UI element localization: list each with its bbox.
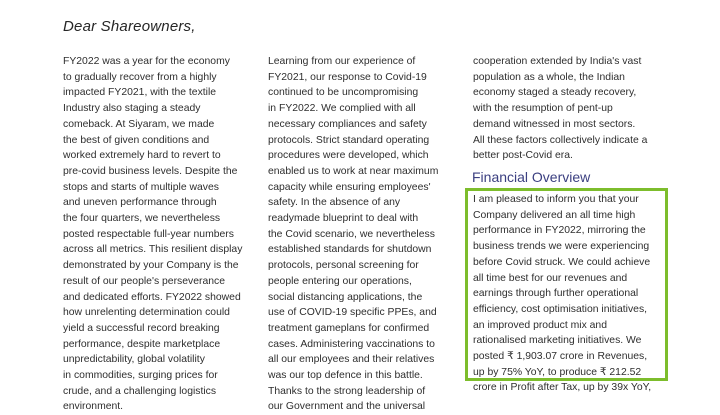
text-line: social distancing applications, the [268,291,423,303]
text-line: capacity while ensuring employees' [268,181,431,193]
text-line: all our employees and their relatives [268,354,435,366]
text-line: demand witnessed in most sectors. [473,118,636,130]
text-line: the four quarters, we nevertheless [63,213,221,225]
text-line: posted respectable full-year numbers [63,228,234,240]
text-line: Industry also staging a steady [63,103,201,115]
text-line: better post-Covid era. [473,150,573,162]
text-line: all time best for our revenues and [473,272,628,284]
text-line: safety. In the absence of any [268,197,401,209]
text-line: and dedicated efforts. FY2022 showed [63,291,241,303]
text-line: crude, and a challenging logistics [63,385,217,397]
text-line: the best of given conditions and [63,134,210,146]
text-line: cooperation extended by India's vast [473,56,642,67]
financial-overview-text [473,192,668,396]
text-line: result of our people's perseverance [63,275,225,287]
salutation: Dear Shareowners, [63,18,196,35]
text-line: earnings through further operational [473,288,639,300]
text-line: protocols, personal screening for [268,260,419,272]
text-line: rationalised marketing initiatives. We [473,335,642,347]
text-line: comeback. At Siyaram, we made [63,118,215,130]
text-line: to gradually recover from a highly [63,71,217,83]
text-line: across all metrics. This resilient display [63,244,243,256]
text-line: enabled us to work at near maximum [268,165,439,177]
text-line: up by 75% YoY, to produce ₹ 212.52 [473,366,642,378]
text-line: efficiency, cost optimisation initiatives, [473,303,648,315]
text-line: Thanks to the strong leadership of [268,385,426,397]
text-line: necessary compliances and safety [268,118,427,130]
text-line: in commodities, surging prices for [63,370,218,382]
text-line: demonstrated by your Company is the [63,260,239,272]
financial-overview-heading: Financial Overview [472,169,591,185]
text-line: procedures were developed, which [268,150,429,162]
text-line: the Covid scenario, we nevertheless [268,228,435,240]
text-line: All these factors collectively indicate a [473,134,648,146]
text-line: established standards for shutdown [268,244,432,256]
text-line: people entering our operations, [268,275,412,287]
letter-column-1 [63,54,249,415]
text-line: and uneven performance through [63,197,217,209]
letter-column-3 [473,54,673,164]
text-line: unpredictability, global volatility [63,354,205,366]
text-line: Learning from our experience of [268,56,416,67]
text-line: pre-covid business levels. Despite the [63,165,238,177]
text-line: environment. [63,401,124,413]
text-line: population as a whole, the Indian [473,71,625,83]
text-line: FY2022 was a year for the economy [63,56,230,67]
text-line: in FY2022. We complied with all [268,103,416,115]
text-line: performance in FY2022, mirroring the [473,225,646,237]
text-line: protocols. Strict standard operating [268,134,430,146]
text-line: readymade blueprint to deal with [268,213,419,225]
text-line: Company delivered an all time high [473,209,636,221]
text-line: worked extremely hard to revert to [63,150,221,162]
text-line: posted ₹ 1,903.07 crore in Revenues, [473,351,648,363]
text-line: impacted FY2021, with the textile [63,87,217,99]
text-line: was our top defence in this battle. [268,370,423,382]
text-line: economy staged a steady recovery, [473,87,637,99]
text-line: how unrelenting determination could [63,307,230,319]
text-line: before Covid struck. We could achieve [473,256,651,268]
text-line: I am pleased to inform you that your [473,194,639,205]
text-line: FY2021, our response to Covid-19 [268,71,427,83]
text-line: our Government and the universal [268,401,426,413]
letter-column-2 [268,54,458,415]
text-line: treatment gameplans for confirmed [268,322,430,334]
text-line: with the resumption of pent-up [473,103,613,115]
text-line: continued to be uncompromising [268,87,419,99]
text-line: an improved product mix and [473,319,607,331]
text-line: crore in Profit after Tax, up by 39x YoY, [473,382,652,394]
text-line: stops and starts of multiple waves [63,181,219,193]
text-line: business trends we were experiencing [473,241,650,253]
text-line: use of COVID-19 specific PPEs, and [268,307,437,319]
text-line: yield a successful record breaking [63,322,220,334]
text-line: performance, despite marketplace [63,338,221,350]
text-line: cases. Administering vaccinations to [268,338,435,350]
